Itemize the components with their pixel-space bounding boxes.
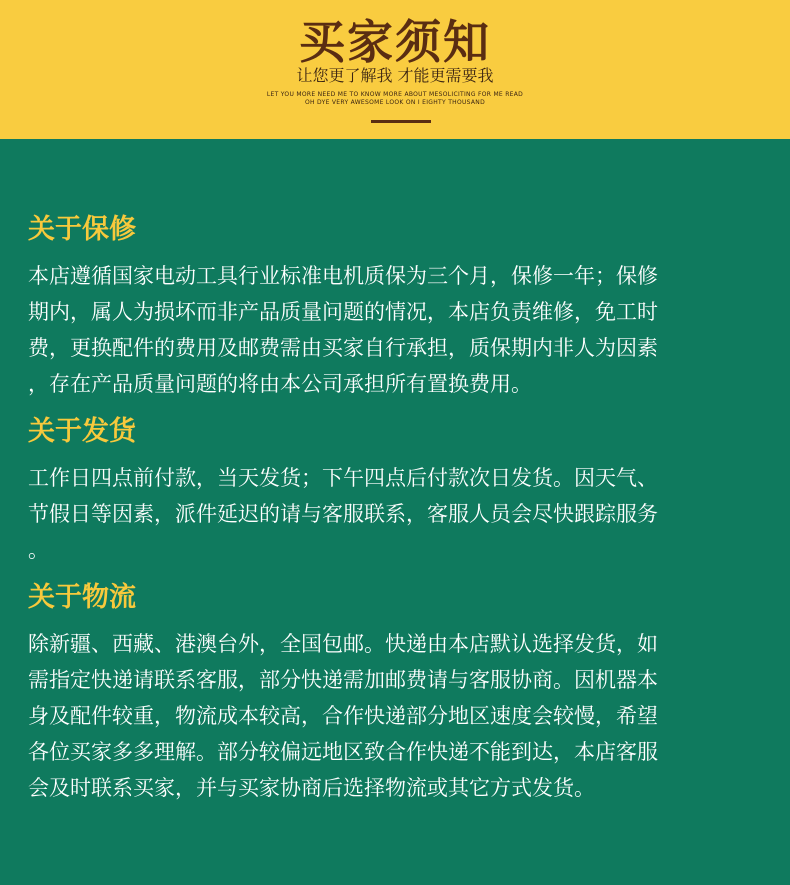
- text-line: 身及配件较重，物流成本较高，合作快递部分地区速度会较慢，希望: [28, 704, 658, 728]
- section-title-shipping: 关于发货: [28, 416, 136, 447]
- section-body-shipping: [28, 460, 768, 568]
- section-title-logistics: 关于物流: [28, 582, 136, 613]
- page-title: 买家须知: [299, 15, 491, 69]
- section-body-warranty: [28, 258, 768, 402]
- section-warranty: [28, 210, 768, 402]
- header-banner: [0, 0, 790, 139]
- text-line: 。: [28, 538, 49, 562]
- text-line: 本店遵循国家电动工具行业标准电机质保为三个月，保修一年；保修: [28, 264, 658, 288]
- section-title-warranty: 关于保修: [28, 214, 136, 245]
- header-divider: [371, 120, 431, 123]
- section-shipping: [28, 412, 768, 568]
- text-line: 需指定快递请联系客服，部分快递需加邮费请与客服协商。因机器本: [28, 668, 658, 692]
- section-logistics: [28, 578, 768, 806]
- english-tagline-2: OH DYE VERY AWESOME LOOK ON I EIGHTY THOUSAND: [304, 99, 486, 106]
- text-line: 除新疆、西藏、港澳台外，全国包邮。快递由本店默认选择发货，如: [28, 632, 658, 656]
- text-line: 会及时联系买家，并与买家协商后选择物流或其它方式发货。: [28, 776, 595, 800]
- english-tagline-1: LET YOU MORE NEED ME TO KNOW MORE ABOUT MESOLICITING FOR ME READ: [266, 91, 524, 98]
- section-body-logistics: [28, 626, 768, 806]
- page-subtitle: 让您更了解我 才能更需要我: [296, 66, 494, 85]
- text-line: 节假日等因素，派件延迟的请与客服联系，客服人员会尽快跟踪服务: [28, 502, 658, 526]
- text-line: ，存在产品质量问题的将由本公司承担所有置换费用。: [28, 372, 532, 396]
- text-line: 各位买家多多理解。部分较偏远地区致合作快递不能到达，本店客服: [28, 740, 658, 764]
- notice-content: [28, 210, 768, 816]
- text-line: 费，更换配件的费用及邮费需由买家自行承担，质保期内非人为因素: [28, 336, 658, 360]
- text-line: 期内，属人为损坏而非产品质量问题的情况，本店负责维修，免工时: [28, 300, 658, 324]
- text-line: 工作日四点前付款，当天发货；下午四点后付款次日发货。因天气、: [28, 466, 658, 490]
